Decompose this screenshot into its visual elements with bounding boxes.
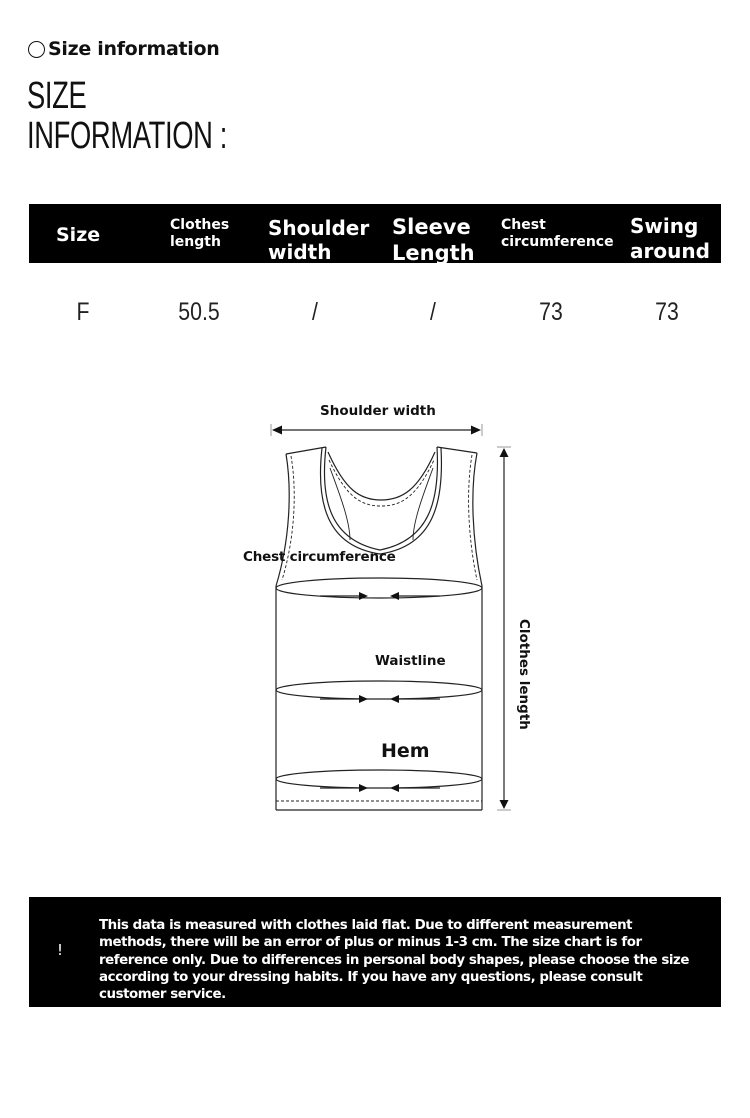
header-chest-circumference bbox=[501, 204, 630, 263]
size-table bbox=[29, 204, 721, 342]
waistline-measure bbox=[276, 681, 482, 703]
cell-size: F bbox=[76, 297, 90, 326]
page-title-line-2: INFORMATION : bbox=[27, 115, 228, 157]
shoulder-width-arrow bbox=[271, 424, 482, 436]
table-header bbox=[29, 204, 721, 263]
tank-top-illustration bbox=[0, 390, 750, 830]
waistline-label: Waistline bbox=[375, 653, 446, 669]
cell-clothes-length: 50.5 bbox=[178, 297, 220, 326]
header-clothes-length-line-2: length bbox=[170, 233, 221, 250]
header-size bbox=[29, 204, 170, 263]
cell-shoulder-width: / bbox=[312, 297, 318, 326]
page-title-line-1: SIZE bbox=[27, 75, 87, 117]
shoulder-width-label: Shoulder width bbox=[320, 403, 436, 419]
header-size-label: Size bbox=[56, 223, 101, 246]
header-chest-circumference-line-1: Chest bbox=[501, 216, 546, 233]
header-sleeve-length-line-1: Sleeve bbox=[392, 214, 471, 239]
header-shoulder-width bbox=[268, 204, 392, 263]
header-swing-around bbox=[630, 204, 721, 263]
clothes-length-arrow bbox=[497, 447, 511, 810]
table-row bbox=[29, 282, 721, 342]
circle-icon bbox=[28, 41, 45, 58]
notice-text: This data is measured with clothes laid flat. Due to different measurement methods, there will be an error of plus or minus 1-3 cm. The size chart is for reference only. Due to differences in personal body shapes, please choose the size according to your dressing habits. If you have any questions, please consult customer service. bbox=[99, 918, 690, 1003]
header-clothes-length bbox=[170, 204, 268, 263]
clothes-length-label: Clothes length bbox=[516, 619, 532, 730]
header-sleeve-length-line-2: Length bbox=[392, 240, 475, 263]
header-sleeve-length bbox=[392, 204, 501, 263]
header-clothes-length-line-1: Clothes bbox=[170, 216, 230, 233]
hem-measure bbox=[276, 770, 482, 792]
exclamation-icon: ! bbox=[57, 941, 64, 959]
cell-chest-circumference: 73 bbox=[539, 297, 563, 326]
cell-swing-around: 73 bbox=[655, 297, 679, 326]
header-swing-around-line-1: Swing bbox=[630, 213, 699, 238]
chest-circumference-label: Chest circumference bbox=[243, 549, 396, 565]
page-title bbox=[27, 76, 227, 156]
garment-outline bbox=[276, 447, 482, 810]
cell-sleeve-length: / bbox=[430, 297, 436, 326]
header-chest-circumference-line-2: circumference bbox=[501, 233, 614, 250]
header-shoulder-width-line-2: width bbox=[268, 239, 332, 263]
section-heading bbox=[28, 36, 219, 62]
hem-label: Hem bbox=[381, 740, 430, 762]
measurement-diagram bbox=[0, 390, 750, 830]
chest-circumference-measure bbox=[276, 578, 482, 600]
header-swing-around-line-2: around bbox=[630, 238, 710, 263]
measurement-notice bbox=[29, 897, 721, 1007]
header-shoulder-width-line-1: Shoulder bbox=[268, 215, 370, 240]
section-heading-text: Size information bbox=[48, 38, 220, 60]
